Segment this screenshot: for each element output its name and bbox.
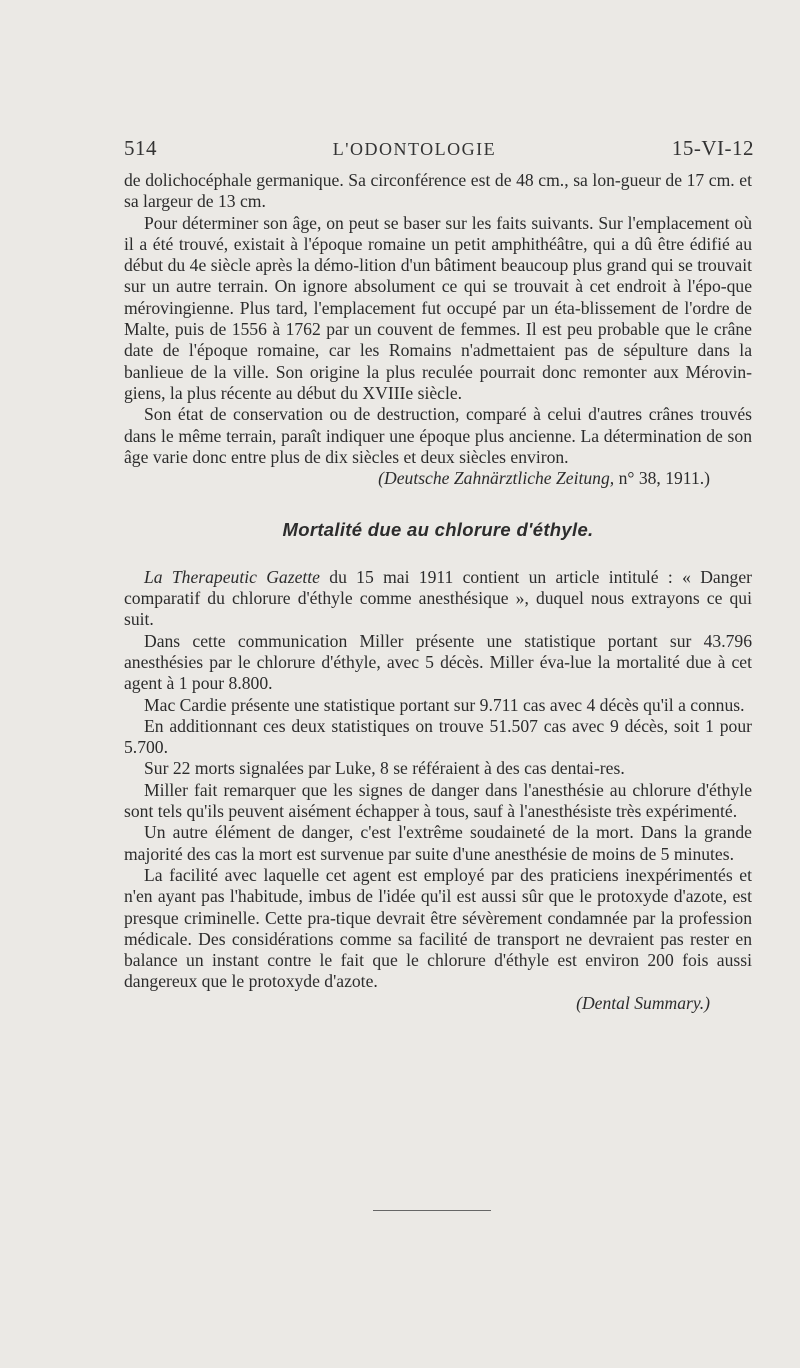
section-title: Mortalité due au chlorure d'éthyle.	[282, 519, 594, 541]
section-2-paragraph-7: Un autre élément de danger, c'est l'extrême soudaineté de la mort. Dans la grande majorité des cas la mort est survenue par suite d'une anesthésie de moins de 5 minutes.	[124, 822, 752, 864]
journal-name: La Therapeutic Gazette	[144, 566, 320, 587]
citation-2: (Dental Summary.)	[576, 992, 710, 1013]
citation-1	[124, 468, 752, 489]
citation-1-source: (Deutsche Zahnärztliche Zeitung,	[378, 468, 615, 489]
section-2-paragraph-1	[124, 567, 752, 631]
section-2-paragraph-6: Miller fait remarquer que les signes de danger dans l'anesthésie au chlorure d'éthyle sont tels qu'ils peuvent aisément échapper à tous, sauf à l'anesthésiste très expérimenté.	[124, 779, 752, 822]
paragraph-1: de dolichocéphale germanique. Sa circonférence est de 48 cm., sa lon-gueur de 17 cm. et sa largeur de 13 cm.	[124, 170, 752, 212]
paragraph-text: du 15 mai 1911 contient un article intitulé : « Danger comparatif du chlorure d'éthyle comme anesthésique », duquel nous extrayons ce qui suit.	[124, 566, 752, 630]
section-2-paragraph-3: Mac Cardie présente une statistique portant sur 9.711 cas avec 4 décès qu'il a connus.	[144, 694, 745, 715]
section-2-paragraph-2: Dans cette communication Miller présente une statistique portant sur 43.796 anesthésies par le chlorure d'éthyle, avec 5 décès. Miller éva-lue la mortalité due à cet agent à 1 pour 8.800.	[124, 630, 752, 694]
running-title: L'ODONTOLOGIE	[332, 139, 497, 159]
section-2-paragraph-5: Sur 22 morts signalées par Luke, 8 se référaient à des cas dentai-res.	[144, 758, 625, 779]
section-2-paragraph-8: La facilité avec laquelle cet agent est employé par des praticiens inexpérimentés et n'en ayant pas l'habitude, imbus de l'idée qu'il est aussi sûr que le protoxyde d'azote, est presque criminelle. Cette pra-tique devrait être sévèrement condamnée par la profession médicale. Des considérations comme sa facilité de transport ne devraient pas rester en balance un instant contre le fait que le chlorure d'éthyle est environ 200 fois aussi dangereux que le protoxyde d'azote.	[124, 864, 752, 992]
citation-1-detail: n° 38, 1911.)	[614, 468, 710, 489]
body-text	[124, 170, 752, 1014]
page-number: 514	[124, 136, 157, 160]
section-2-paragraph-4: En additionnant ces deux statistiques on trouve 51.507 cas avec 9 décès, soit 1 pour 5.700.	[124, 715, 752, 758]
paragraph-3: Son état de conservation ou de destruction, comparé à celui d'autres crânes trouvés dans le même terrain, paraît indiquer une époque plus ancienne. La détermination de son âge varie donc entre plus de dix siècles et deux siècles environ.	[124, 404, 752, 467]
paragraph-2: Pour déterminer son âge, on peut se baser sur les faits suivants. Sur l'emplacement où il a été trouvé, existait à l'époque romaine un petit amphithéâtre, qui a dû être édifié au début du 4e siècle après la démo-lition d'un bâtiment beaucoup plus grand qui se trouvait sur un autre terrain. On ignore absolument ce qui se trouvait à cet endroit à l'épo-que mérovingienne. Plus tard, l'emplacement fut occupé par un éta-blissement de l'ordre de Malte, puis de 1556 à 1762 par un couvent de femmes. Il est peu probable que le crâne date de l'époque romaine, car les Romains n'admettaient pas de sépulture dans la banlieue de la ville. Son origine la plus reculée pourrait donc remonter aux Mérovin-giens, la plus récente au début du XVIIIe siècle.	[124, 212, 752, 403]
issue-date: 15-VI-12	[671, 136, 754, 160]
end-rule	[373, 1210, 491, 1211]
running-header	[124, 136, 754, 161]
